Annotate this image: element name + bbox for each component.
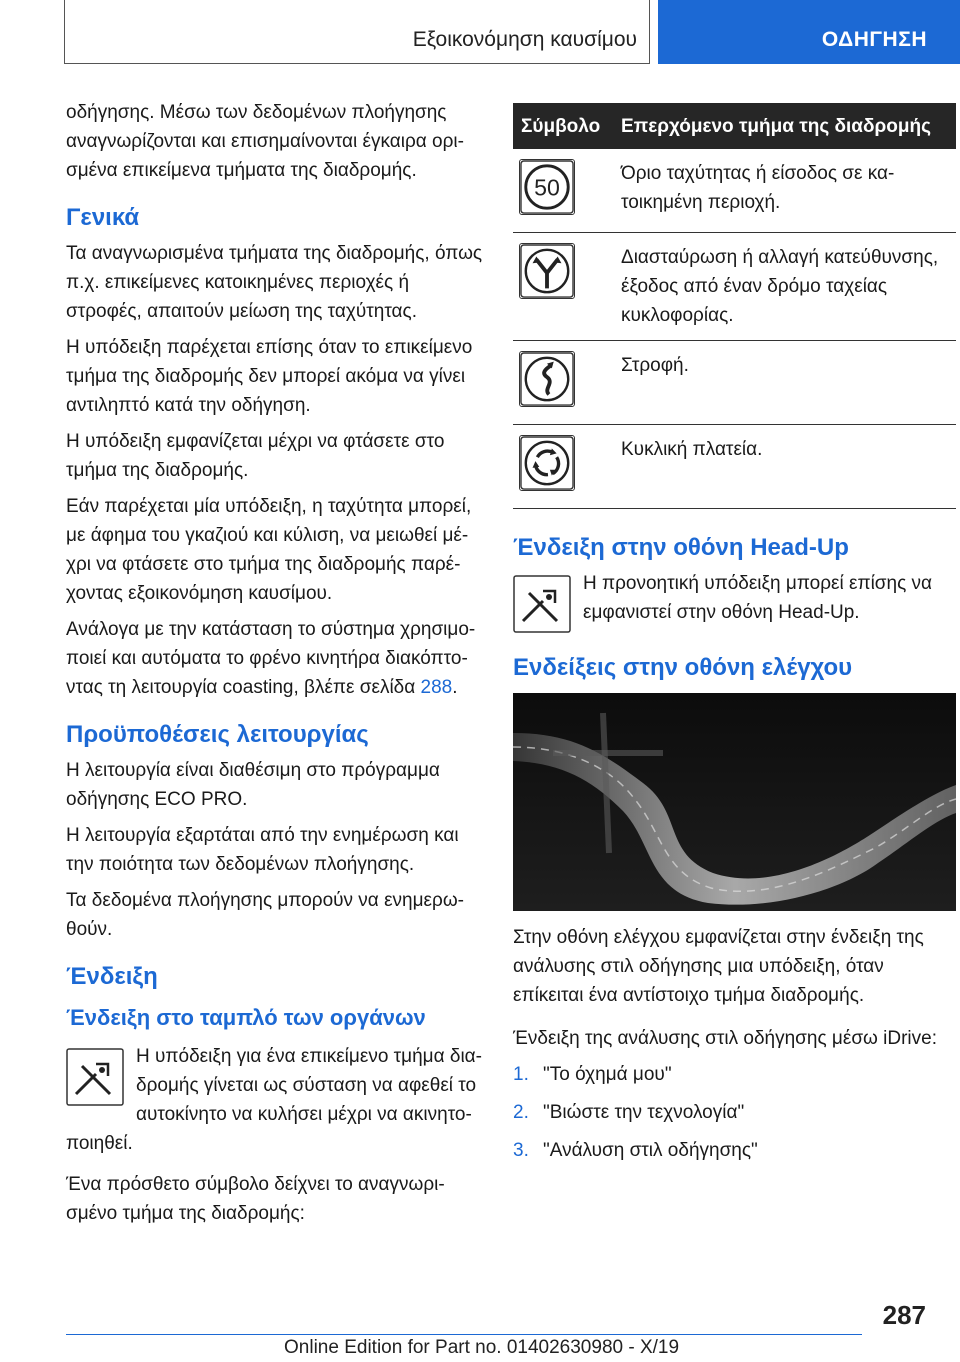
hud-heading: Ένδειξη στην οθόνη Head-Up [513, 534, 849, 561]
speed-limit-50-icon [519, 159, 575, 215]
control-display-paragraph-1: Στην οθόνη ελέγχου εμφανίζεται στην ένδειξη της ανάλυσης στιλ οδήγησης μια υπόδειξη, όταν επίκειται ένα αντίστοιχο τμήμα διαδρομής. [513, 927, 924, 1006]
chapter-tab-label: ΟΔΗΓΗΣΗ [821, 28, 927, 51]
general-paragraph-5-text: Ανάλογα με την κατάσταση το σύστημα χρησιμοποιεί και αυτόματα το φρένο κινητήρα διακόπτοντας τη λειτουργία coasting, βλέπε σελίδα [66, 619, 476, 698]
footer-divider [66, 1334, 862, 1335]
step-text: "Βιώστε την τεχνολογία" [543, 1102, 745, 1123]
cluster-paragraph-1: Η υπόδειξη για ένα επικείμενο τμήμα διαδρομής γίνεται ως σύσταση να αφεθεί το αυτοκίνητο να κυλήσει μέχρι να ακινητοποιηθεί. [66, 1046, 482, 1154]
chapter-tab[interactable] [658, 0, 960, 64]
requirements-paragraph-3: Τα δεδομένα πλοήγησης μπορούν να ενημερωθούν. [66, 890, 464, 940]
table-row [513, 149, 956, 233]
general-paragraph-4: Εάν παρέχεται μία υπόδειξη, η ταχύτητα μπορεί, με άφημα του γκαζιού και κύλιση, να μειωθεί μέχρι να φτάσετε στο τμήμα της διαδρομής παρέχοντας εξοικονόμηση καυσίμου. [66, 496, 472, 604]
hud-paragraph: Η προνοητική υπόδειξη μπορεί επίσης να εμφανιστεί στην οθόνη Head-Up. [583, 573, 933, 623]
control-display-heading: Ενδείξεις στην οθόνη ελέγχου [513, 654, 853, 681]
hud-note [513, 569, 956, 637]
general-paragraph-5-end: . [452, 677, 458, 698]
left-column [66, 98, 486, 1235]
coasting-hint-icon [513, 575, 571, 633]
cluster-heading: Ένδειξη στο ταμπλό των οργάνων [66, 1005, 426, 1030]
intro-paragraph: οδήγησης. Μέσω των δεδομένων πλοήγησης αναγνωρίζονται και επισημαίνονται έγκαιρα ορισμένα επικείμενα τμήματα της διαδρομής. [66, 102, 464, 181]
junction-icon [519, 243, 575, 299]
step-number: 1. [513, 1064, 529, 1085]
requirements-paragraph-2: Η λειτουργία εξαρτάται από την ενημέρωση και την ποιότητα των δεδομένων πλοήγησης. [66, 825, 459, 875]
idrive-steps-list [513, 1060, 956, 1165]
coasting-hint-icon [66, 1048, 124, 1106]
header-section-box [64, 0, 650, 64]
requirements-heading: Προϋποθέσεις λειτουργίας [66, 721, 369, 748]
footer-edition: Online Edition for Part no. 01402630980 - X/19 [284, 1337, 680, 1358]
table-cell-text: Διασταύρωση ή αλλαγή κατεύθυνσης, έξοδος από έναν δρόμο ταχείας κυκλοφορίας. [613, 233, 956, 341]
list-item [513, 1060, 956, 1089]
table-cell-text: Κυκλική πλατεία. [613, 425, 956, 509]
table-cell-text: Όριο ταχύτητας ή είσοδος σε κατοικημένη περιοχή. [613, 149, 956, 233]
list-item [513, 1098, 956, 1127]
general-paragraph-2: Η υπόδειξη παρέχεται επίσης όταν το επικείμενο τμήμα της διαδρομής δεν μπορεί ακόμα να γίνει αντιληπτό κατά την οδήγηση. [66, 337, 473, 416]
section-title: Εξοικονόμηση καυσίμου [412, 28, 637, 51]
table-header-row [513, 103, 956, 149]
table-row [513, 425, 956, 509]
column-header-section: Επερχόμενο τμήμα της διαδρομής [613, 103, 956, 149]
cluster-paragraph-2: Ένα πρόσθετο σύμβολο δείχνει το αναγνωρισμένο τμήμα της διαδρομής: [66, 1174, 445, 1224]
page-number: 287 [882, 1300, 926, 1330]
step-text: "Ανάλυση στιλ οδήγησης" [543, 1140, 758, 1161]
table-row [513, 341, 956, 425]
right-column [513, 103, 956, 1174]
table-cell-text: Στροφή. [613, 341, 956, 425]
control-display-paragraph-2: Ένδειξη της ανάλυσης στιλ οδήγησης μέσω iDrive: [513, 1028, 937, 1049]
column-header-symbol: Σύμβολο [513, 103, 613, 149]
control-display-road-image [513, 693, 956, 911]
step-number: 2. [513, 1102, 529, 1123]
cluster-note [66, 1042, 486, 1158]
step-number: 3. [513, 1140, 529, 1161]
general-heading: Γενικά [66, 204, 140, 231]
general-paragraph-3: Η υπόδειξη εμφανίζεται μέχρι να φτάσετε στο τμήμα της διαδρομής. [66, 431, 445, 481]
table-row [513, 233, 956, 341]
symbol-table [513, 103, 956, 509]
curve-icon [519, 351, 575, 407]
speed-limit-number: 50 [534, 174, 560, 201]
list-item [513, 1136, 956, 1165]
requirements-paragraph-1: Η λειτουργία είναι διαθέσιμη στο πρόγραμμα οδήγησης ECO PRO. [66, 760, 440, 810]
display-heading: Ένδειξη [66, 963, 158, 990]
step-text: "Το όχημά μου" [543, 1064, 672, 1085]
roundabout-icon [519, 435, 575, 491]
general-paragraph-5 [66, 615, 486, 702]
general-paragraph-1: Τα αναγνωρισμένα τμήματα της διαδρομής, όπως π.χ. επικείμενες κατοικημένες περιοχές ή στροφές, απαιτούν μείωση της ταχύτητας. [66, 243, 483, 322]
page-reference-link[interactable]: 288 [420, 677, 453, 698]
